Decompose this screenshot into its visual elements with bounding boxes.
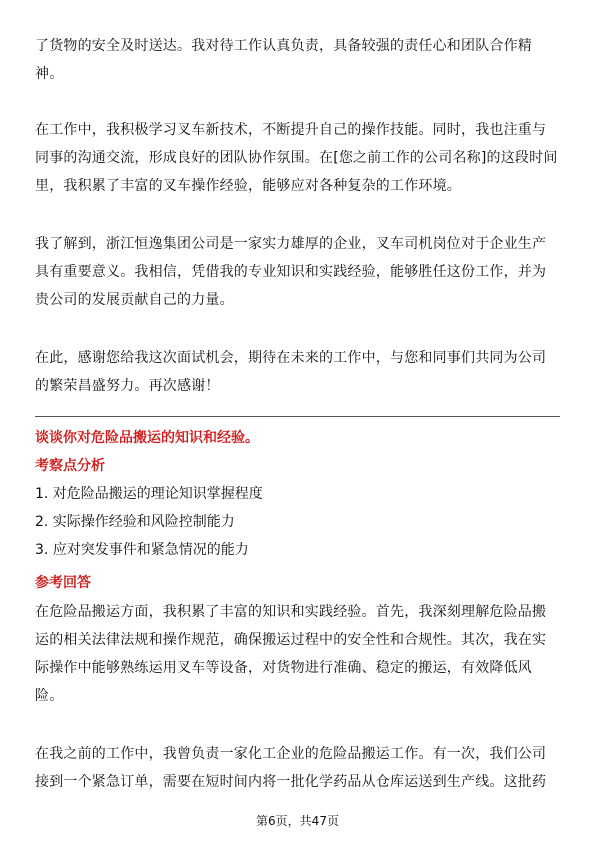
paragraph-1: 了货物的安全及时送达。我对待工作认真负责，具备较强的责任心和团队合作精神。 [35, 38, 532, 82]
section-divider [35, 416, 560, 417]
analysis-item-2: 2. 实际操作经验和风险控制能力 [35, 514, 235, 530]
answer-paragraph-2: 在我之前的工作中，我曾负责一家化工企业的危险品搬运工作。有一次，我们公司接到一个紧急订单，需要在短时间内将一批化学药品从仓库运送到生产线。这批药 [35, 746, 547, 790]
answer-heading: 参考回答 [35, 575, 91, 591]
paragraph-3: 我了解到，浙江恒逸集团公司是一家实力雄厚的企业，叉车司机岗位对于企业生产具有重要意义。我相信，凭借我的专业知识和实践经验，能够胜任这份工作，并为贵公司的发展贡献自己的力量。 [35, 236, 547, 308]
analysis-item-1: 1. 对危险品搬运的理论知识掌握程度 [35, 486, 263, 502]
analysis-heading: 考察点分析 [35, 458, 105, 474]
page-number-footer: 第6页，共47页 [256, 814, 339, 828]
question-title: 谈谈你对危险品搬运的知识和经验。 [35, 430, 259, 446]
answer-paragraph-1: 在危险品搬运方面，我积累了丰富的知识和实践经验。首先，我深刻理解危险品搬运的相关法律法规和操作规范，确保搬运过程中的安全性和合规性。其次，我在实际操作中能够熟练运用叉车等设备，对货物进行准确、稳定的搬运，有效降低风险。 [35, 604, 547, 704]
paragraph-4: 在此，感谢您给我这次面试机会，期待在未来的工作中，与您和同事们共同为公司的繁荣昌盛努力。再次感谢！ [35, 350, 547, 394]
analysis-item-3: 3. 应对突发事件和紧急情况的能力 [35, 542, 249, 558]
paragraph-2: 在工作中，我积极学习叉车新技术，不断提升自己的操作技能。同时，我也注重与同事的沟通交流，形成良好的团队协作氛围。在[您之前工作的公司名称]的这段时间里，我积累了丰富的叉车操作经验，能够应对各种复杂的工作环境。 [35, 122, 558, 194]
